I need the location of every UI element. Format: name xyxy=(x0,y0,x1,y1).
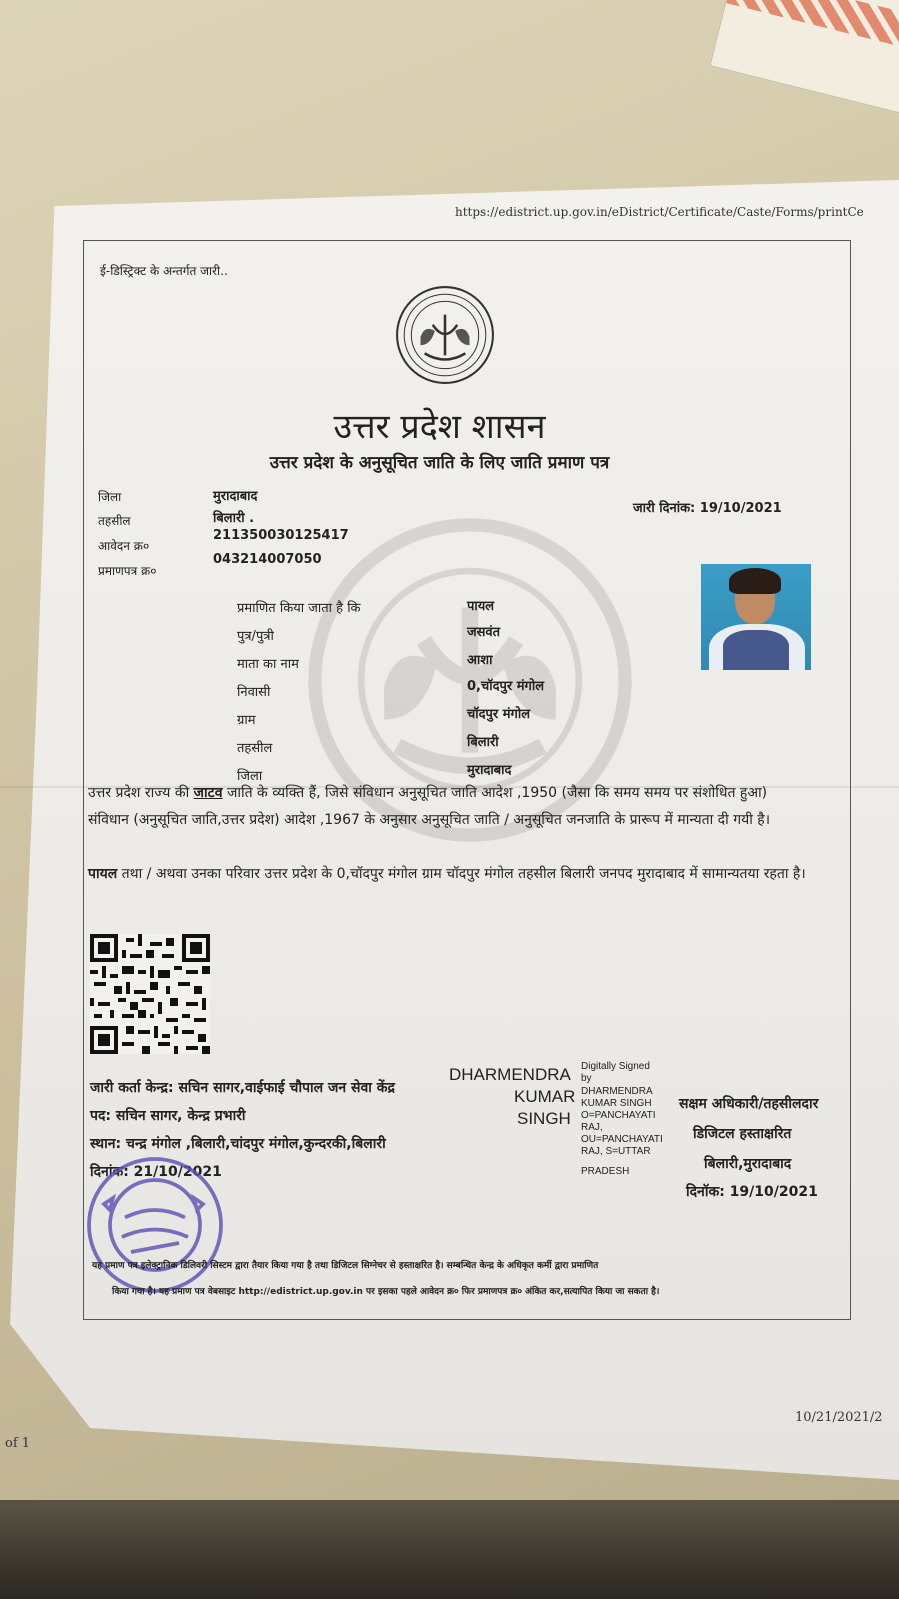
up-emblem-icon xyxy=(394,284,496,386)
residence-statement: पायल तथा / अथवा उनका परिवार उत्तर प्रदेश के 0,चॉदपुर मंगोल ग्राम चॉदपुर मंगोल तहसील बिलारी जनपद मुरादाबाद में सामान्यतया रहता है। xyxy=(88,866,806,882)
seal-stamp-icon xyxy=(80,1150,230,1300)
signer-name-line3: SINGH xyxy=(517,1109,571,1128)
authority-place: बिलारी,मुरादाबाद xyxy=(704,1156,792,1172)
district-label: जिला xyxy=(98,490,122,504)
detail-label: माता का नाम xyxy=(237,657,299,672)
district: मुरादाबाद xyxy=(467,763,512,778)
tehsil-value: बिलारी . xyxy=(213,511,255,526)
caste-statement: उत्तर प्रदेश राज्य की जाटव जाति के व्यक्ति हैं, जिसे संविधान अनुसूचित जाति आदेश ,1950 (जैसा कि समय समय पर संशोधित हुआ) संविधान (अनुसूचित जाति,उत्तर प्रदेश) आदेश ,1967 के अनुसार अनुसूचित जाति / अनुसूचित जनजाति के प्रारूप में मान्यता दी गयी है। xyxy=(88,785,771,828)
authority-date: दिनॉक: 19/10/2021 xyxy=(686,1184,818,1200)
digital-signature-note: Digitally Signed xyxy=(581,1061,650,1072)
applicant-photo xyxy=(701,564,811,670)
signature-details: DHARMENDRA KUMAR SINGH O=PANCHAYATI RAJ, OU=PANCHAYATI RAJ, S=UTTAR PRADESH xyxy=(581,1086,663,1177)
detail-label: ग्राम xyxy=(237,713,256,728)
district-value: मुरादाबाद xyxy=(213,489,258,504)
qr-code-icon xyxy=(90,934,210,1054)
certificate-number-label: प्रमाणपत्र क्र० xyxy=(98,564,157,578)
applicant-name: पायल xyxy=(467,599,495,614)
detail-label: जिला xyxy=(237,769,263,784)
application-number: 211350030125417 xyxy=(213,528,349,543)
issue-date-value: 19/10/2021 xyxy=(699,501,782,516)
signer-name-line2: KUMAR xyxy=(514,1087,576,1106)
issue-place: स्थान: चन्द्र मंगोल ,बिलारी,चांदपुर मंगोल,कुन्दरकी,बिलारी xyxy=(90,1136,386,1152)
issued-under-note: ई-डिस्ट्रिक्ट के अन्तर्गत जारी.. xyxy=(100,264,228,278)
mother-name: आशा xyxy=(467,653,493,668)
government-title: उत्तर प्रदेश शासन xyxy=(333,407,546,447)
issue-date xyxy=(633,498,782,516)
print-date: 10/21/2021/2 xyxy=(795,1410,883,1425)
caste-name: जाटव xyxy=(193,785,223,801)
authority-title: सक्षम अधिकारी/तहसीलदार xyxy=(679,1096,819,1112)
certificate-number: 043214007050 xyxy=(213,552,322,567)
issuer-date: दिनांक: 21/10/2021 xyxy=(90,1164,222,1180)
application-label: आवेदन क्र० xyxy=(98,539,150,553)
footer-line-1: यह प्रमाण पत्र इलेक्ट्रानिक डिलिवरी सिस्टम द्वारा तैयार किया गया है तथा डिजिटल सिग्नेचर से हस्ताक्षरित है। सम्बन्धित केन्द्र के अधिकृत कर्मी द्वारा प्रमाणित xyxy=(92,1261,599,1271)
residence: 0,चॉदपुर मंगोल xyxy=(467,679,545,694)
issuer-post: पद: सचिन सागर, केन्द्र प्रभारी xyxy=(90,1108,246,1124)
tehsil: बिलारी xyxy=(467,735,499,750)
detail-label: निवासी xyxy=(237,685,271,700)
issue-date-label: जारी दिनांक: xyxy=(633,501,696,516)
dark-foreground xyxy=(0,1500,899,1599)
detail-label: प्रमाणित किया जाता है कि xyxy=(237,601,361,616)
father-name: जसवंत xyxy=(467,625,501,640)
signed-by-note: by xyxy=(581,1073,592,1084)
village: चॉदपुर मंगोल xyxy=(467,707,531,722)
digitally-signed-label: डिजिटल हस्ताक्षरित xyxy=(693,1126,792,1142)
issuing-center: जारी कर्ता केन्द्र: सचिन सागर,वाईफाई चौपाल जन सेवा केंद्र xyxy=(90,1080,395,1096)
certificate-title: उत्तर प्रदेश के अनुसूचित जाति के लिए जाति प्रमाण पत्र xyxy=(269,453,610,473)
detail-label: तहसील xyxy=(237,741,273,756)
signer-name-line1: DHARMENDRA xyxy=(449,1065,571,1084)
print-url: https://edistrict.up.gov.in/eDistrict/Certificate/Caste/Forms/printCe xyxy=(455,205,864,219)
applicant-name-inline: पायल xyxy=(88,866,118,882)
tehsil-label: तहसील xyxy=(98,514,131,528)
page-count: of 1 xyxy=(5,1436,31,1451)
footer-line-2: किया गया है। यह प्रमाण पत्र वेबसाइट http://edistrict.up.gov.in पर इसका पहले आवेदन क्र० फिर प्रमाणपत्र क्र० अंकित कर,सत्यापित किया जा सकता है। xyxy=(112,1287,660,1297)
detail-label: पुत्र/पुत्री xyxy=(237,629,274,644)
